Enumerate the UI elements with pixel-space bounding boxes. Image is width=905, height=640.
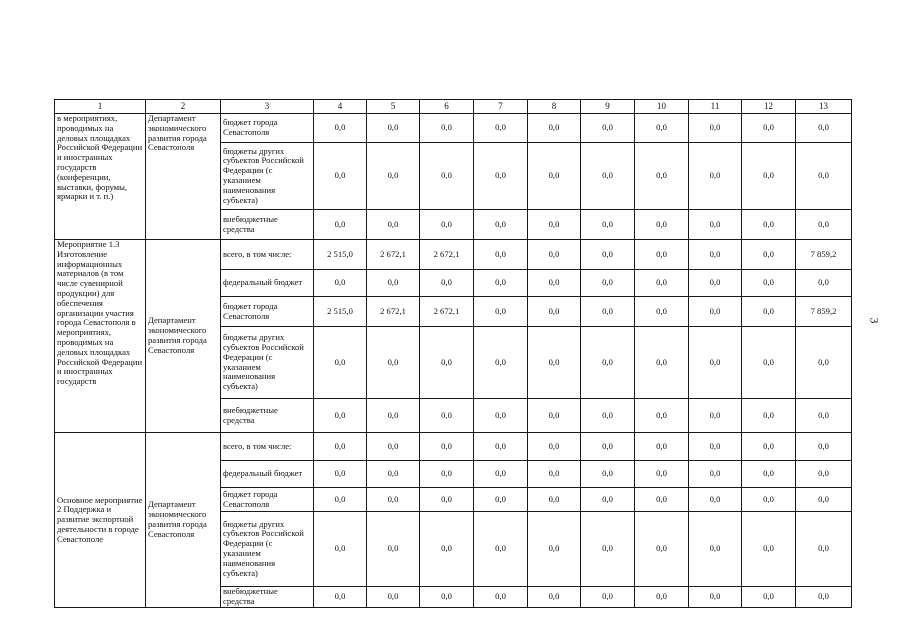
value-cell: 0,0 [474,461,528,488]
budget-table [54,99,852,608]
department-cell: Департамент экономического развития города Севастополя [146,433,221,608]
value-cell: 0,0 [796,399,852,433]
column-header: 3 [221,100,314,114]
value-cell: 0,0 [474,210,528,240]
value-cell: 0,0 [742,488,796,512]
value-cell: 0,0 [528,297,581,327]
value-cell: 0,0 [581,587,635,608]
value-cell: 0,0 [367,399,420,433]
value-cell: 0,0 [314,143,367,210]
value-cell: 0,0 [528,210,581,240]
value-cell: 0,0 [635,143,689,210]
table-row [55,240,852,270]
value-cell: 0,0 [796,143,852,210]
value-cell: 0,0 [581,399,635,433]
value-cell: 0,0 [796,114,852,143]
value-cell: 0,0 [742,240,796,270]
value-cell: 0,0 [689,512,742,587]
column-header: 2 [146,100,221,114]
value-cell: 0,0 [689,240,742,270]
value-cell: 0,0 [420,399,474,433]
value-cell: 0,0 [742,327,796,399]
value-cell: 0,0 [635,327,689,399]
value-cell: 0,0 [581,461,635,488]
funding-source-cell: всего, в том числе: [221,240,314,270]
funding-source-cell: бюджет города Севастополя [221,297,314,327]
value-cell: 0,0 [367,143,420,210]
value-cell: 0,0 [689,488,742,512]
value-cell: 0,0 [689,399,742,433]
value-cell: 0,0 [635,270,689,297]
value-cell: 0,0 [796,587,852,608]
value-cell: 0,0 [796,210,852,240]
value-cell: 0,0 [581,488,635,512]
value-cell: 0,0 [635,210,689,240]
value-cell: 0,0 [528,488,581,512]
column-header: 6 [420,100,474,114]
value-cell: 0,0 [528,433,581,461]
value-cell: 0,0 [420,210,474,240]
value-cell: 0,0 [581,327,635,399]
value-cell: 0,0 [528,270,581,297]
activity-cell: в мероприятиях, проводимых на деловых площадках Российской Федерации и иностранных государств (конференции, выставки, форумы, ярмарки и т. п.) [55,114,146,240]
page-number: 3 [867,317,882,324]
funding-source-cell: федеральный бюджет [221,270,314,297]
value-cell: 0,0 [635,114,689,143]
value-cell: 0,0 [742,297,796,327]
value-cell: 0,0 [635,488,689,512]
value-cell: 0,0 [796,327,852,399]
column-header: 12 [742,100,796,114]
value-cell: 0,0 [474,433,528,461]
value-cell: 0,0 [528,399,581,433]
value-cell: 0,0 [635,512,689,587]
value-cell: 0,0 [689,297,742,327]
value-cell: 0,0 [474,240,528,270]
value-cell: 0,0 [474,114,528,143]
value-cell: 0,0 [742,270,796,297]
funding-source-cell: всего, в том числе: [221,433,314,461]
value-cell: 0,0 [742,399,796,433]
value-cell: 0,0 [581,512,635,587]
value-cell: 0,0 [689,587,742,608]
value-cell: 0,0 [796,488,852,512]
value-cell: 0,0 [528,240,581,270]
column-header: 13 [796,100,852,114]
column-header: 8 [528,100,581,114]
value-cell: 2 672,1 [367,240,420,270]
column-header: 5 [367,100,420,114]
value-cell: 0,0 [367,587,420,608]
value-cell: 0,0 [528,587,581,608]
value-cell: 0,0 [742,143,796,210]
value-cell: 0,0 [528,461,581,488]
value-cell: 2 515,0 [314,297,367,327]
value-cell: 0,0 [796,433,852,461]
value-cell: 2 515,0 [314,240,367,270]
value-cell: 0,0 [314,488,367,512]
activity-cell: Основное мероприятие 2 Поддержка и развитие экспортной деятельности в городе Севастополе [55,433,146,608]
value-cell: 0,0 [689,327,742,399]
value-cell: 0,0 [474,327,528,399]
value-cell: 0,0 [635,587,689,608]
column-header: 1 [55,100,146,114]
value-cell: 0,0 [367,433,420,461]
value-cell: 0,0 [474,270,528,297]
value-cell: 0,0 [474,297,528,327]
value-cell: 0,0 [528,327,581,399]
value-cell: 0,0 [796,512,852,587]
value-cell: 0,0 [367,488,420,512]
funding-source-cell: внебюджетные средства [221,399,314,433]
value-cell: 0,0 [420,488,474,512]
value-cell: 0,0 [314,210,367,240]
funding-source-cell: федеральный бюджет [221,461,314,488]
value-cell: 2 672,1 [367,297,420,327]
value-cell: 0,0 [367,270,420,297]
value-cell: 0,0 [528,114,581,143]
value-cell: 0,0 [689,143,742,210]
funding-source-cell: бюджет города Севастополя [221,488,314,512]
value-cell: 0,0 [581,210,635,240]
value-cell: 0,0 [581,114,635,143]
value-cell: 0,0 [367,210,420,240]
funding-source-cell: бюджеты других субъектов Российской Федерации (с указанием наименования субъекта) [221,143,314,210]
value-cell: 0,0 [581,270,635,297]
value-cell: 0,0 [742,587,796,608]
value-cell: 0,0 [689,270,742,297]
value-cell: 0,0 [635,297,689,327]
value-cell: 0,0 [689,114,742,143]
department-cell: Департамент экономического развития города Севастополя [146,240,221,433]
funding-source-cell: внебюджетные средства [221,210,314,240]
value-cell: 0,0 [742,210,796,240]
value-cell: 0,0 [420,270,474,297]
value-cell: 0,0 [314,270,367,297]
value-cell: 0,0 [581,240,635,270]
value-cell: 0,0 [314,327,367,399]
value-cell: 0,0 [742,114,796,143]
value-cell: 0,0 [796,461,852,488]
header-row [55,100,852,114]
value-cell: 0,0 [474,143,528,210]
value-cell: 0,0 [528,143,581,210]
funding-source-cell: внебюджетные средства [221,587,314,608]
column-header: 11 [689,100,742,114]
value-cell: 0,0 [420,433,474,461]
value-cell: 0,0 [314,587,367,608]
value-cell: 2 672,1 [420,240,474,270]
funding-source-cell: бюджеты других субъектов Российской Федерации (с указанием наименования субъекта) [221,327,314,399]
value-cell: 0,0 [528,512,581,587]
value-cell: 0,0 [689,210,742,240]
value-cell: 7 859,2 [796,297,852,327]
value-cell: 0,0 [367,512,420,587]
column-header: 4 [314,100,367,114]
funding-source-cell: бюджет города Севастополя [221,114,314,143]
table-row [55,433,852,461]
value-cell: 0,0 [689,461,742,488]
value-cell: 0,0 [474,488,528,512]
activity-cell: Мероприятие 1.3 Изготовление информационных материалов (в том числе сувенирной продукции) для обеспечения организации участия города Севастополя в мероприятиях, проводимых на деловых площадках Российской Федерации и иностранных государств [55,240,146,433]
department-cell: Департамент экономического развития города Севастополя [146,114,221,240]
value-cell: 0,0 [420,114,474,143]
value-cell: 0,0 [367,114,420,143]
value-cell: 0,0 [474,512,528,587]
value-cell: 0,0 [420,461,474,488]
funding-source-cell: бюджеты других субъектов Российской Федерации (с указанием наименования субъекта) [221,512,314,587]
value-cell: 0,0 [420,587,474,608]
value-cell: 0,0 [420,327,474,399]
value-cell: 0,0 [689,433,742,461]
value-cell: 0,0 [581,433,635,461]
value-cell: 7 859,2 [796,240,852,270]
value-cell: 0,0 [314,461,367,488]
value-cell: 0,0 [367,327,420,399]
value-cell: 0,0 [635,433,689,461]
value-cell: 0,0 [635,461,689,488]
value-cell: 2 672,1 [420,297,474,327]
value-cell: 0,0 [742,512,796,587]
column-header: 9 [581,100,635,114]
value-cell: 0,0 [314,512,367,587]
column-header: 10 [635,100,689,114]
value-cell: 0,0 [635,240,689,270]
value-cell: 0,0 [367,461,420,488]
table-row [55,114,852,143]
value-cell: 0,0 [796,270,852,297]
value-cell: 0,0 [742,433,796,461]
value-cell: 0,0 [314,399,367,433]
value-cell: 0,0 [635,399,689,433]
value-cell: 0,0 [474,399,528,433]
value-cell: 0,0 [581,297,635,327]
value-cell: 0,0 [314,433,367,461]
value-cell: 0,0 [581,143,635,210]
value-cell: 0,0 [742,461,796,488]
value-cell: 0,0 [420,143,474,210]
value-cell: 0,0 [474,587,528,608]
value-cell: 0,0 [420,512,474,587]
value-cell: 0,0 [314,114,367,143]
column-header: 7 [474,100,528,114]
